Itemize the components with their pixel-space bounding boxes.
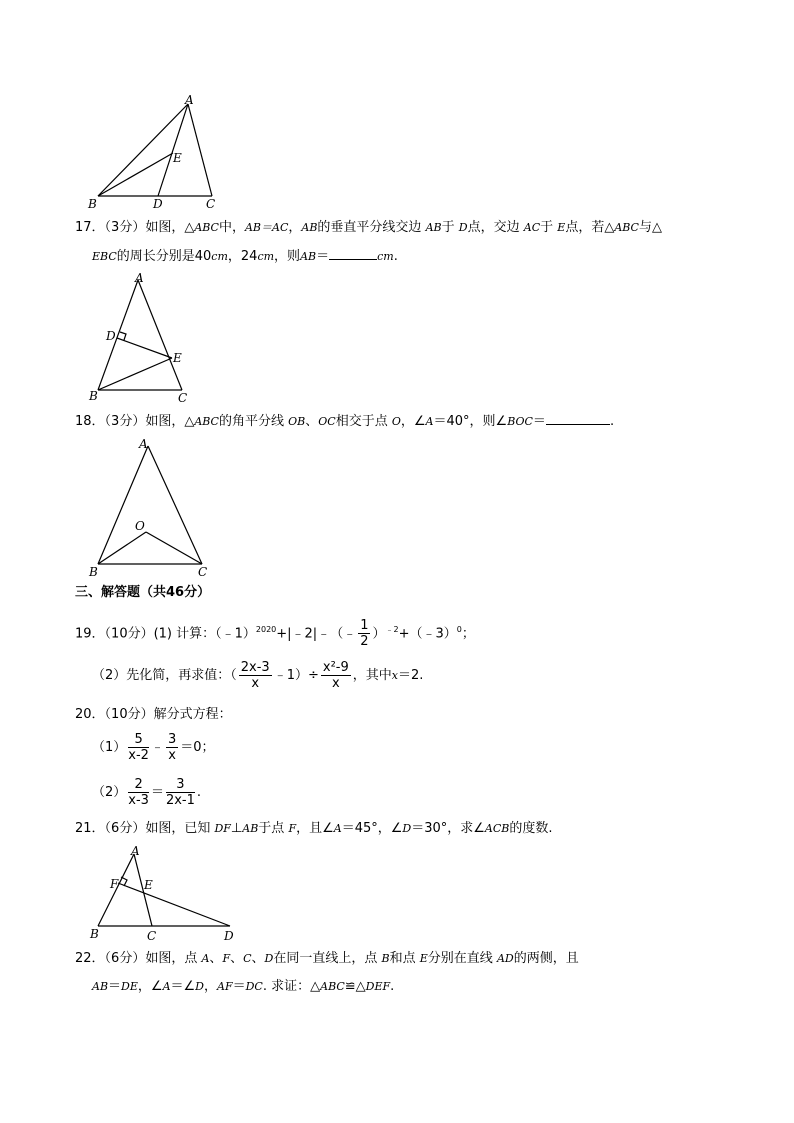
label-C: C — [147, 929, 157, 943]
label-E: E — [173, 151, 182, 165]
answer-blank-18[interactable] — [546, 412, 610, 425]
question-17-line-2: EBC的周长分别是40cm，24cm，则AB＝ cm. — [92, 249, 398, 264]
label-B: B — [88, 197, 97, 211]
label-D: D — [153, 197, 163, 211]
label-E: E — [144, 878, 153, 892]
fraction-e1-1: $\frac{5}{x-2}$ — [128, 732, 149, 763]
label-A: A — [131, 844, 140, 858]
question-19-part-1: 19．（10分）(1) 计算：（﹣1）$^{2020}$+|﹣2|﹣（﹣ $\frac{1}{2}$ ）$^{﹣2}$+（﹣3）$^0$； — [75, 618, 475, 650]
question-19-part-2: （2）先化简，再求值：（ $\frac{2x-3}{x}$ ﹣1）÷ $\frac{\text{x²-9}}{x}$ ，其中x＝2. — [92, 660, 424, 691]
fraction-1: $\frac{2x-3}{x}$ — [240, 660, 270, 691]
label-D: D — [224, 929, 234, 943]
question-20-title: 20．（10分）解分式方程： — [75, 707, 232, 722]
label-B: B — [89, 565, 98, 579]
triangle-figure-17 — [86, 272, 196, 404]
question-22-line-1: 22．（6分）如图，点 A、F、C、D在同一直线上，点 B和点 E分别在直线 AD的两侧，且 — [75, 951, 579, 966]
label-A: A — [139, 437, 148, 451]
fraction-half: $\frac{1}{2}$ — [360, 618, 369, 650]
label-B: B — [90, 927, 99, 941]
label-A: A — [135, 272, 144, 285]
question-17-line-1: 17．（3分）如图，△ABC中，AB＝AC，AB的垂直平分线交边 AB于 D点，交边 AC于 E点，若△ABC与△ — [75, 220, 662, 235]
label-D: D — [106, 329, 116, 343]
answer-blank-17[interactable] — [329, 247, 377, 260]
question-22-line-2: AB＝DE，∠A＝∠D，AF＝DC. 求证：△ABC≌△DEF. — [92, 979, 395, 994]
question-18: 18．（3分）如图，△ABC的角平分线 OB、OC相交于点 O，∠A＝40°，则∠BOC＝ . — [75, 414, 615, 429]
label-O: O — [135, 519, 145, 533]
fraction-e2-1: $\frac{2}{x-3}$ — [128, 777, 149, 808]
label-E: E — [173, 351, 182, 365]
question-21: 21．（6分）如图，已知 DF⊥AB于点 F，且∠A＝45°，∠D＝30°，求∠ACB的度数. — [75, 821, 553, 836]
section-title: 三、解答题（共46分） — [75, 585, 211, 600]
fraction-e1-2: $\frac{3}{x}$ — [167, 732, 177, 763]
label-B: B — [89, 389, 98, 403]
label-C: C — [206, 197, 216, 211]
question-20-eq-2: （2） $\frac{2}{x-3}$ ＝ $\frac{3}{2x-1}$ . — [92, 777, 202, 808]
triangle-figure-18 — [86, 436, 216, 580]
triangle-figure-21 — [86, 842, 246, 944]
fraction-2: $\frac{\text{x²-9}}{x}$ — [322, 660, 349, 691]
question-20-eq-1: （1） $\frac{5}{x-2}$ ﹣ $\frac{3}{x}$ ＝0； — [92, 732, 215, 763]
fraction-e2-2: $\frac{3}{2x-1}$ — [165, 777, 195, 808]
label-A: A — [185, 94, 194, 107]
label-C: C — [198, 565, 208, 579]
label-F: F — [110, 877, 119, 891]
label-C: C — [178, 391, 188, 404]
triangle-figure-16 — [86, 94, 226, 212]
